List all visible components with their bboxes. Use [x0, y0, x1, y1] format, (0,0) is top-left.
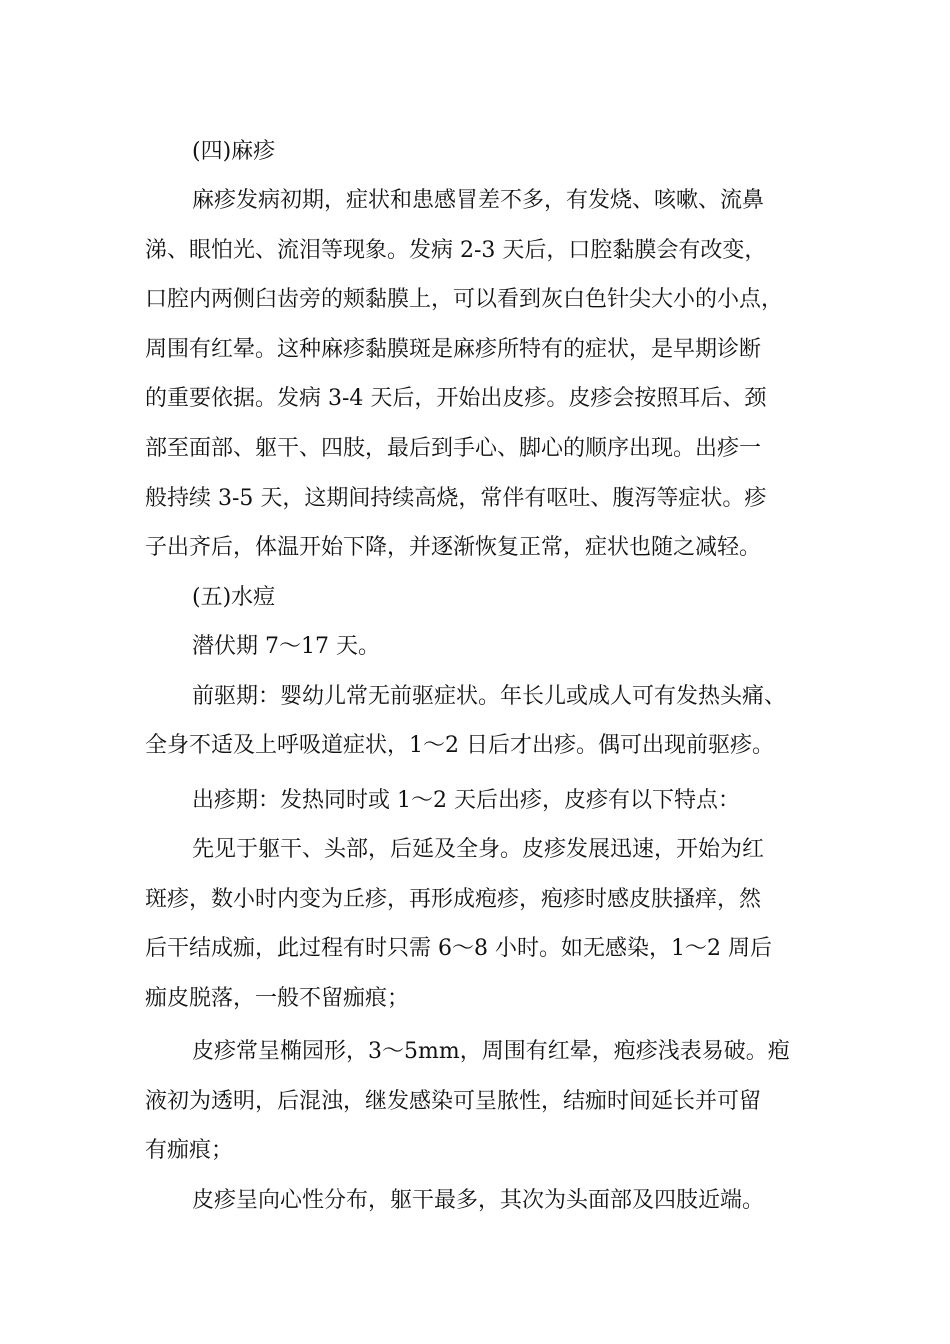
- paragraph-line: 子出齐后，体温开始下降，并逐渐恢复正常，症状也随之减轻。: [145, 535, 762, 560]
- paragraph-line: 般持续 3-5 天，这期间持续高烧，常伴有呕吐、腹泻等症状。疹: [145, 486, 767, 511]
- paragraph-line: 后干结成痂，此过程有时只需 6～8 小时。如无感染，1～2 周后: [145, 936, 772, 961]
- paragraph-line: 有痂痕；: [145, 1138, 234, 1163]
- paragraph-line: 部至面部、躯干、四肢，最后到手心、脚心的顺序出现。出疹一: [145, 436, 762, 461]
- paragraph-line: 麻疹发病初期，症状和患感冒差不多，有发烧、咳嗽、流鼻: [192, 188, 765, 213]
- paragraph-line: 痂皮脱落，一般不留痂痕；: [145, 986, 410, 1011]
- paragraph-line: 口腔内两侧臼齿旁的颊黏膜上，可以看到灰白色针尖大小的小点，: [145, 287, 784, 312]
- paragraph-line: 液初为透明，后混浊，继发感染可呈脓性，结痂时间延长并可留: [145, 1089, 762, 1114]
- section-heading-chickenpox: (五)水痘: [192, 585, 276, 610]
- incubation-line: 潜伏期 7～17 天。: [192, 634, 380, 659]
- eruption-intro-line: 出疹期：发热同时或 1～2 天后出疹，皮疹有以下特点：: [192, 788, 740, 813]
- paragraph-line: 斑疹，数小时内变为丘疹，再形成疱疹，疱疹时感皮肤搔痒，然: [145, 887, 762, 912]
- paragraph-line: 先见于躯干、头部，后延及全身。皮疹发展迅速，开始为红: [192, 837, 765, 862]
- paragraph-line: 皮疹常呈椭园形，3～5mm，周围有红晕，疱疹浅表易破。疱: [192, 1039, 790, 1064]
- paragraph-line: 皮疹呈向心性分布，躯干最多，其次为头面部及四肢近端。: [192, 1188, 765, 1213]
- paragraph-line: 涕、眼怕光、流泪等现象。发病 2-3 天后，口腔黏膜会有改变，: [145, 238, 767, 263]
- paragraph-line: 的重要依据。发病 3-4 天后，开始出皮疹。皮疹会按照耳后、颈: [145, 386, 767, 411]
- paragraph-line: 前驱期：婴幼儿常无前驱症状。年长儿或成人可有发热头痛、: [192, 684, 787, 709]
- paragraph-line: 全身不适及上呼吸道症状，1～2 日后才出疹。偶可出现前驱疹。: [145, 733, 774, 758]
- paragraph-line: 周围有红晕。这种麻疹黏膜斑是麻疹所特有的症状，是早期诊断: [145, 337, 762, 362]
- section-heading-measles: (四)麻疹: [192, 139, 276, 164]
